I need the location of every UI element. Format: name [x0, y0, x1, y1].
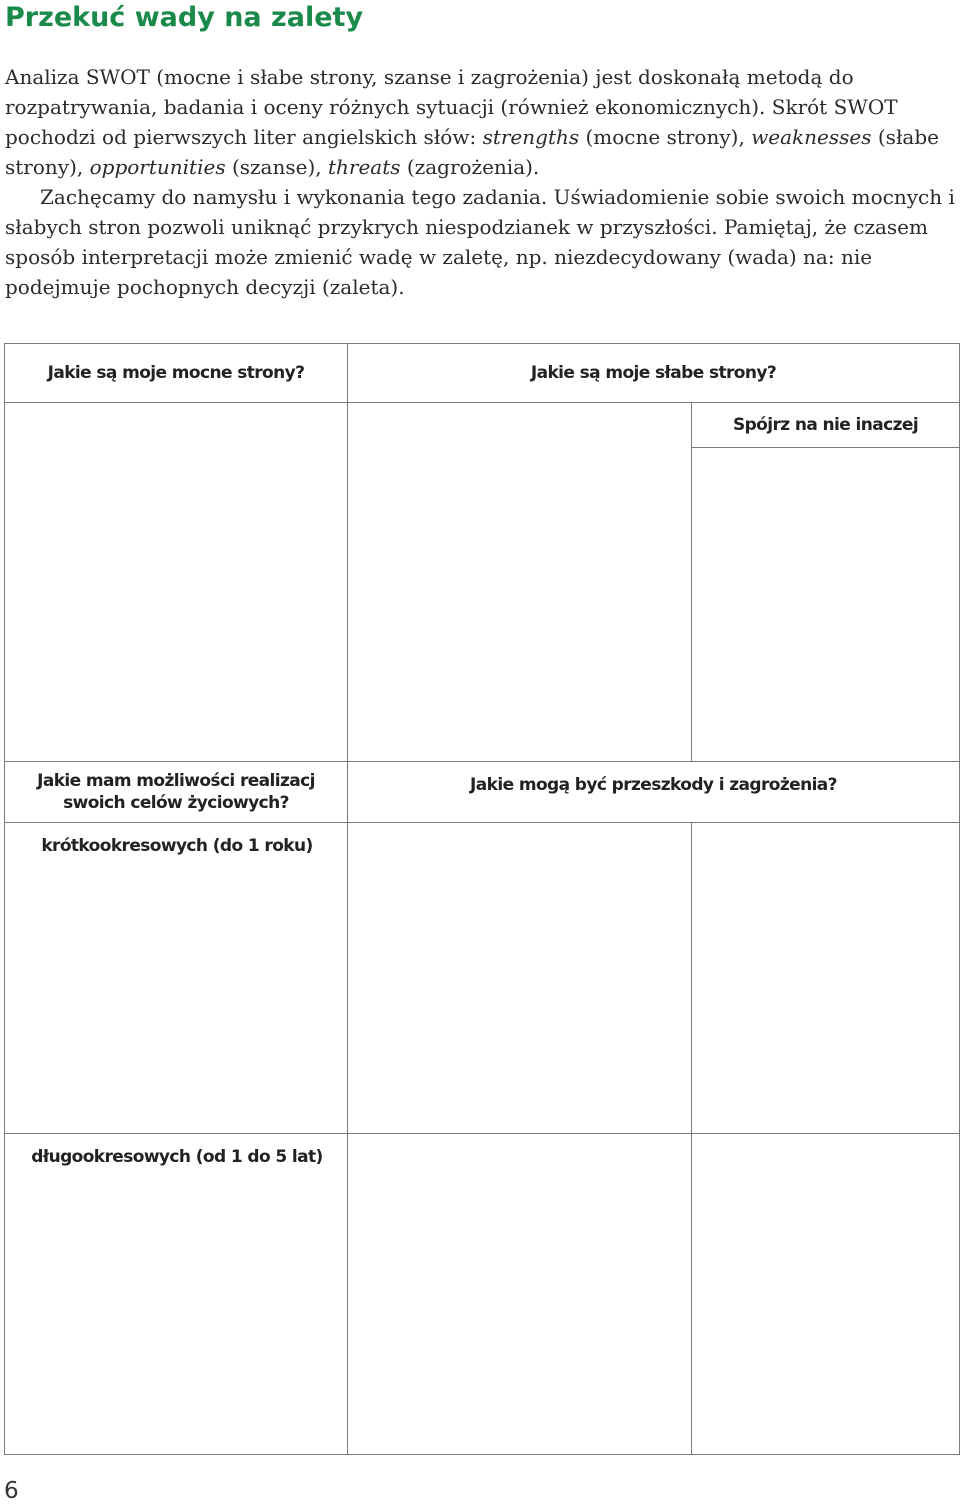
reframe-header-label: Spójrz na nie inaczej [732, 415, 919, 435]
threats-answer-area-4[interactable] [691, 1133, 960, 1455]
term-opportunities: opportunities [89, 155, 226, 179]
opportunities-short-term-area[interactable] [4, 822, 348, 1134]
strengths-header [4, 343, 348, 403]
threats-answer-area-2[interactable] [691, 822, 960, 1134]
weaknesses-header [347, 343, 960, 403]
term-strengths: strengths [482, 125, 580, 149]
threats-answer-area-1[interactable] [347, 822, 692, 1134]
intro-paragraph-2: Zachęcamy do namysłu i wykonania tego zadania. Uświadomienie sobie swoich mocnych i słabych stron pozwoli uniknąć przykrych niespodzianek w przyszłości. Pamiętaj, że czasem sposób interpretacji może zmienić wadę w zaletę, np. niezdecydowany (wada) na: nie podejmuje pochopnych decyzji (zaleta). [5, 185, 955, 299]
strengths-header-label: Jakie są moje mocne strony? [47, 363, 305, 383]
threats-answer-area-3[interactable] [347, 1133, 692, 1455]
page-number: 6 [4, 1478, 19, 1504]
term-threats: threats [327, 155, 401, 179]
intro-text [5, 62, 955, 302]
threats-header [347, 761, 960, 823]
reframe-header [691, 402, 960, 448]
strengths-answer-area[interactable] [4, 402, 348, 762]
term-weaknesses: weaknesses [751, 125, 872, 149]
threats-header-label: Jakie mogą być przeszkody i zagrożenia? [470, 775, 837, 795]
opportunities-header [4, 761, 348, 823]
weaknesses-answer-area[interactable] [347, 402, 692, 762]
weaknesses-header-label: Jakie są moje słabe strony? [530, 363, 777, 383]
reframe-answer-area[interactable] [691, 447, 960, 762]
opportunities-long-term-area[interactable] [4, 1133, 348, 1455]
long-term-label: długookresowych (od 1 do 5 lat) [31, 1147, 323, 1167]
opportunities-header-label: Jakie mam możliwości realizacj swoich celów życiowych? [37, 771, 315, 813]
intro-paragraph-1: Analiza SWOT (mocne i słabe strony, szanse i zagrożenia) jest doskonałą metodą do rozpatrywania, badania i oceny różnych sytuacji (również ekonomicznych). Skrót SWOT pochodzi od pierwszych liter angielskich słów: strengths (mocne strony), weaknesses (słabe strony), opportunities (szanse), threats (zagrożenia). [5, 65, 939, 179]
page-title: Przekuć wady na zalety [5, 2, 364, 33]
short-term-label: krótkookresowych (do 1 roku) [41, 836, 313, 856]
